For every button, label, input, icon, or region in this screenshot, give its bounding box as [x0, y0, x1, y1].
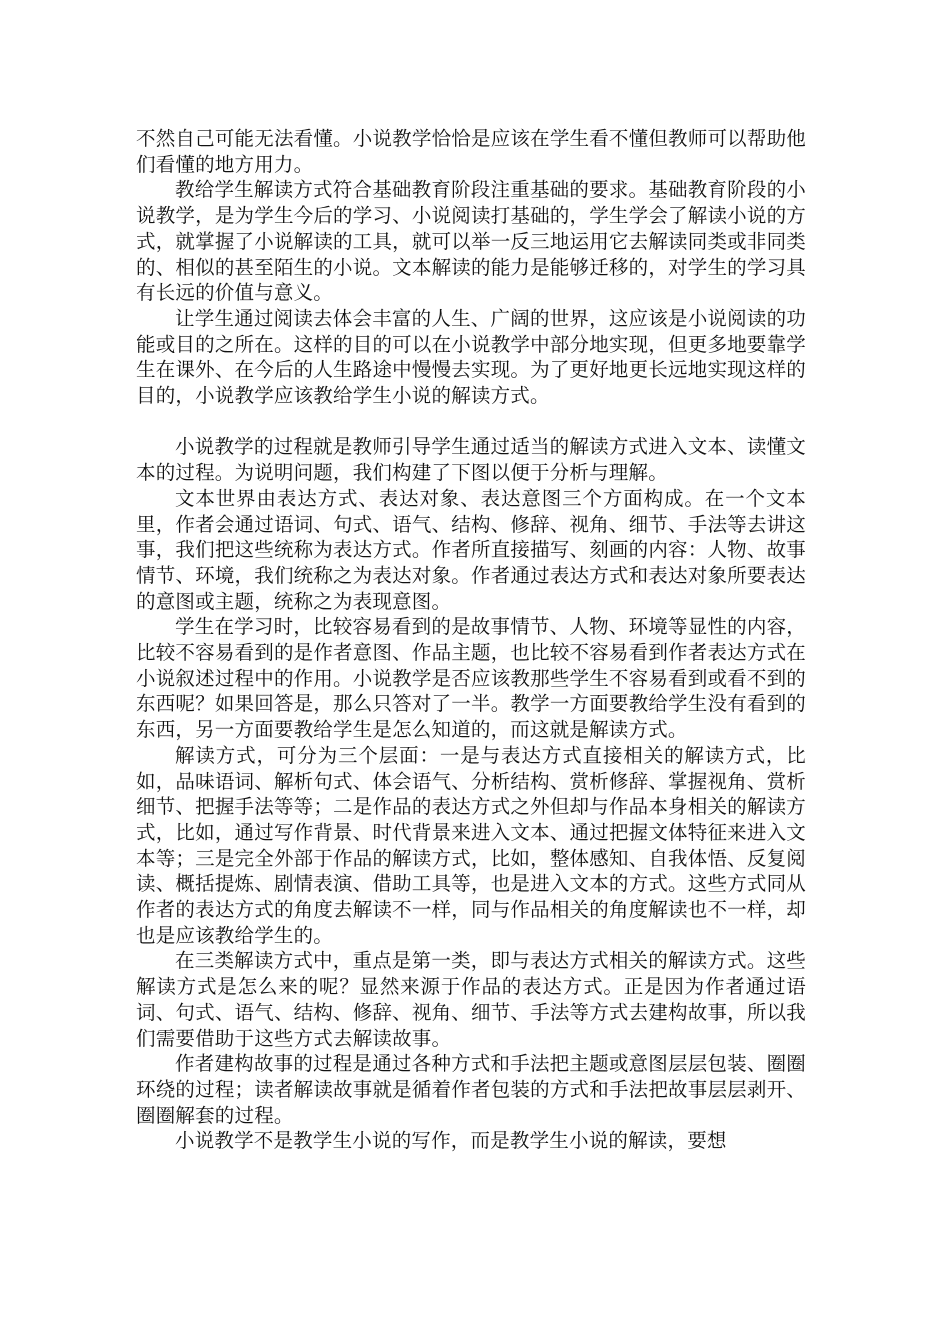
paragraph-6: 学生在学习时，比较容易看到的是故事情节、人物、环境等显性的内容，比较不容易看到的是作者意图、作品主题，也比较不容易看到作者表达方式在小说叙述过程中的作用。小说教学是否应该教那些学生不容易看到或看不到的东西呢？如果回答是，那么只答对了一半。教学一方面要教给学生没有看到的东西，另一方面要教给学生是怎么知道的，而这就是解读方式。 — [136, 615, 806, 742]
paragraph-3: 让学生通过阅读去体会丰富的人生、广阔的世界，这应该是小说阅读的功能或目的之所在。这样的目的可以在小说教学中部分地实现，但更多地要靠学生在课外、在今后的人生路途中慢慢去实现。为了更好地更长远地实现这样的目的，小说教学应该教给学生小说的解读方式。 — [136, 306, 806, 408]
paragraph-gap — [136, 409, 806, 435]
paragraph-1: 不然自己可能无法看懂。小说教学恰恰是应该在学生看不懂但教师可以帮助他们看懂的地方用力。 — [136, 127, 806, 176]
paragraph-9: 作者建构故事的过程是通过各种方式和手法把主题或意图层层包装、圈圈环绕的过程；读者解读故事就是循着作者包装的方式和手法把故事层层剥开、圈圈解套的过程。 — [136, 1052, 806, 1127]
paragraph-7: 解读方式，可分为三个层面：一是与表达方式直接相关的解读方式，比如，品味语词、解析句式、体会语气、分析结构、赏析修辞、掌握视角、赏析细节、把握手法等等；二是作品的表达方式之外但却与作品本身相关的解读方式，比如，通过写作背景、时代背景来进入文本、通过把握文体特征来进入文本等；三是完全外部于作品的解读方式，比如，整体感知、自我体悟、反复阅读、概括提炼、剧情表演、借助工具等，也是进入文本的方式。这些方式同从作者的表达方式的角度去解读不一样，同与作品相关的角度解读也不一样，却也是应该教给学生的。 — [136, 743, 806, 947]
body-text — [136, 126, 806, 1154]
paragraph-10: 小说教学不是教学生小说的写作，而是教学生小说的解读，要想 — [175, 1129, 727, 1153]
paragraph-8: 在三类解读方式中，重点是第一类，即与表达方式相关的解读方式。这些解读方式是怎么来的呢？显然来源于作品的表达方式。正是因为作者通过语词、句式、语气、结构、修辞、视角、细节、手法等方式去建构故事，所以我们需要借助于这些方式去解读故事。 — [136, 949, 806, 1050]
paragraph-4: 小说教学的过程就是教师引导学生通过适当的解读方式进入文本、读懂文本的过程。为说明问题，我们构建了下图以便于分析与理解。 — [136, 435, 806, 485]
paragraph-5: 文本世界由表达方式、表达对象、表达意图三个方面构成。在一个文本里，作者会通过语词、句式、语气、结构、修辞、视角、细节、手法等去讲这事，我们把这些统称为表达方式。作者所直接描写、刻画的内容：人物、故事情节、环境，我们统称之为表达对象。作者通过表达方式和表达对象所要表达的意图或主题，统称之为表现意图。 — [136, 486, 806, 613]
paragraph-2: 教给学生解读方式符合基础教育阶段注重基础的要求。基础教育阶段的小说教学，是为学生今后的学习、小说阅读打基础的，学生学会了解读小说的方式，就掌握了小说解读的工具，就可以举一反三地运用它去解读同类或非同类的、相似的甚至陌生的小说。文本解读的能力是能够迁移的，对学生的学习具有长远的价值与意义。 — [136, 178, 806, 305]
